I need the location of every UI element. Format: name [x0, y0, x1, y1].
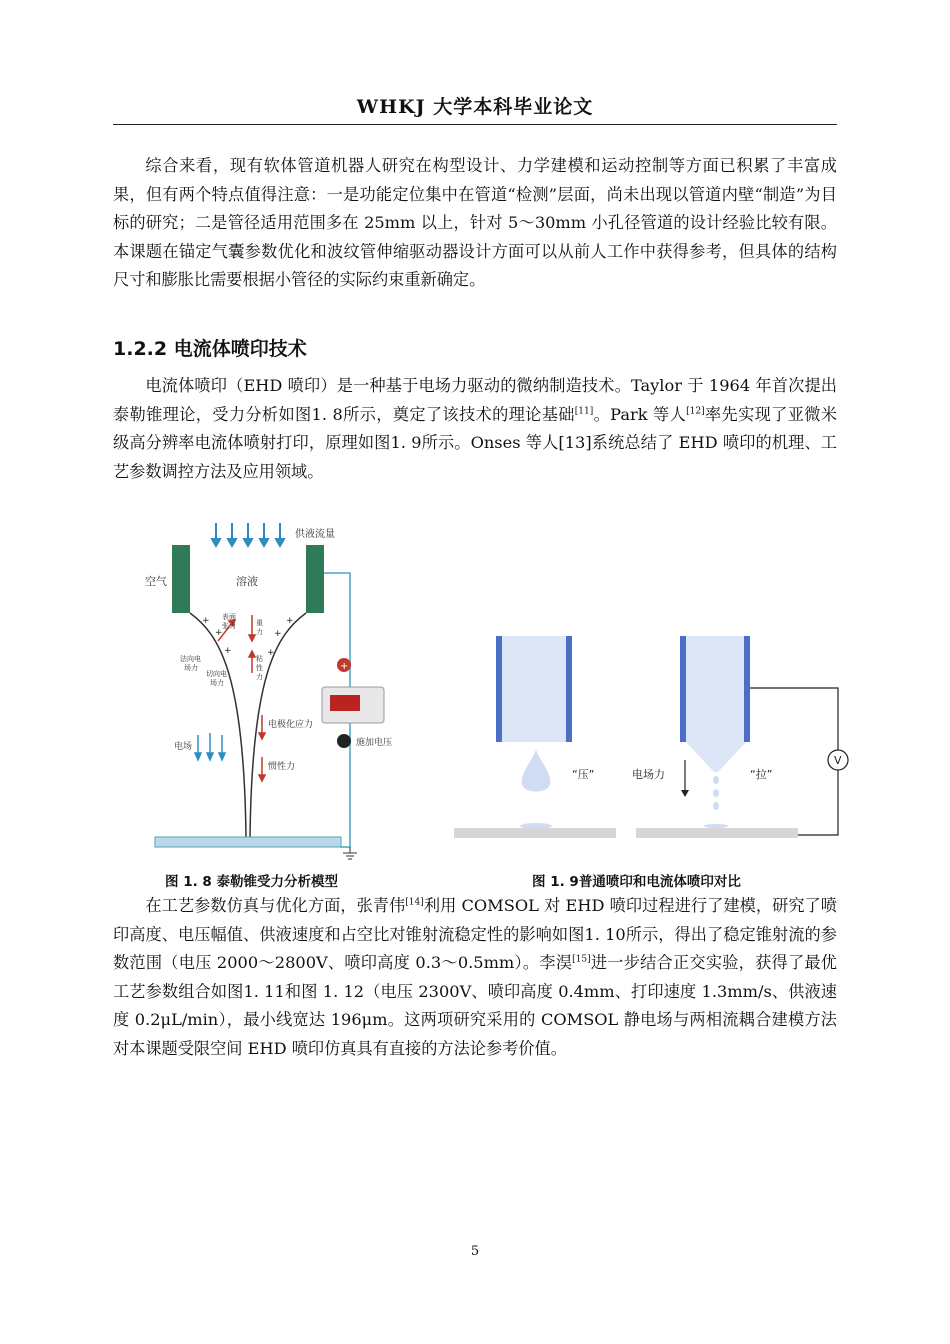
text-run: 电流体喷印（EHD 喷印）是一种基于电场力驱动的微纳制造技术。Taylor 于 1964 年首次提出泰勒锥理论，受力分析如图1. 8所示，奠定了该技术的理论基础 — [113, 376, 837, 424]
efield-arrowhead — [681, 790, 689, 797]
droplets-ehd — [713, 776, 719, 810]
voltmeter-label: V — [834, 754, 842, 767]
efield-arrows — [195, 733, 225, 760]
circuit-wire-2 — [798, 770, 838, 835]
page-number: 5 — [470, 1244, 480, 1259]
label-tangent-field: 切向电 — [206, 670, 227, 678]
wall-right-2 — [744, 636, 750, 742]
charges — [202, 616, 294, 658]
label-viscous: 粘 — [256, 655, 263, 663]
label-air: 空气 — [145, 575, 167, 588]
figure-taylor-cone — [140, 515, 420, 865]
drop-conventional — [522, 750, 551, 792]
text-run: 率先实现了亚微米级高分辨率电流体喷射打印，原理如图1. 9所示。Onses 等人[13]系统总结了 EHD 喷印的机理、工艺参数调控方法及应用领域。 — [113, 404, 838, 481]
text-run: 。Park 等人 — [593, 404, 687, 424]
label-polarization: 电极化应力 — [268, 720, 314, 730]
plus-sign: + — [340, 661, 349, 672]
citation: [11] — [574, 406, 594, 417]
nozzle-left — [172, 545, 190, 613]
fluid-right — [686, 636, 746, 772]
label-supply: 供液流量 — [295, 529, 335, 540]
label-gravity-2: 力 — [256, 628, 263, 636]
section-title: 1.2.2 电流体喷印技术 — [113, 338, 307, 360]
label-normal-field: 法向电 — [180, 655, 201, 663]
label-gravity: 重 — [256, 619, 263, 627]
header-title: WHKJ 大学本科毕业论文 — [356, 96, 594, 118]
power-display — [330, 695, 360, 711]
figure8-caption: 图 1. 8 泰勒锥受力分析模型 — [165, 874, 339, 890]
wall-right-1 — [680, 636, 686, 742]
citation: [15] — [572, 954, 591, 965]
label-press: “压” — [572, 768, 595, 781]
label-pull: “拉” — [750, 768, 773, 781]
citation: [12] — [686, 406, 705, 417]
force-arrows — [218, 615, 265, 781]
label-surface-tension-2: 张力 — [222, 622, 236, 630]
label-inertia: 惯性力 — [268, 762, 296, 772]
text-run: 进一步结合正交实验，获得了最优工艺参数组合如图1. 11和图 1. 12（电压 2300V、喷印高度 0.4mm、打印速度 1.3mm/s、供液速度 0.2μL/min），最小线宽达 196μm。这两项研究采用的 COMSOL 静电场与两相流耦合建模方法对本课题受限空间 EHD 喷印仿真具有直接的方法论参考价值。 — [113, 953, 837, 1058]
text-run: 利用 COMSOL 对 EHD 喷印过程进行了建模，研究了喷印高度、电压幅值、供液速度和占空比对锥射流稳定性的影响如图1. 10所示，得出了稳定锥射流的参数范围（电压 2000～2800V、喷印高度 0.3～0.5mm）。李淏 — [113, 896, 837, 972]
ground-symbol — [343, 847, 357, 859]
fluid-left — [502, 636, 570, 742]
paragraph-summary: 综合来看，现有软体管道机器人研究在构型设计、力学建模和运动控制等方面已积累了丰富成果，但有两个特点值得注意：一是功能定位集中在管道“检测”层面，尚未出现以管道内壁“制造”为目标的研究；二是管径适用范围多在 25mm 以上，针对 5～30mm 小孔径管道的设计经验比较有限。本课题在锚定气囊参数优化和波纹管伸缩驱动器设计方面可以从前人工作中获得参考，但具体的结构尺寸和膨胀比需要根据小管径的实际约束重新确定。 — [113, 156, 837, 289]
substrate — [155, 837, 341, 847]
label-voltage: 施加电压 — [356, 738, 393, 748]
label-surface-tension: 表面 — [222, 613, 236, 621]
svg-text:+: + — [286, 616, 294, 626]
wall-left-1 — [496, 636, 502, 742]
nozzle-right — [306, 545, 324, 613]
label-viscous-2: 性 — [256, 664, 263, 672]
label-normal-field-2: 场力 — [184, 664, 198, 672]
page-header — [113, 92, 837, 125]
label-efield-force: 电场力 — [632, 768, 665, 781]
deposit-ehd — [704, 824, 728, 828]
minus-terminal — [337, 734, 351, 748]
label-solution: 溶液 — [236, 575, 258, 588]
figure-printing-comparison — [450, 630, 850, 845]
svg-text:+: + — [224, 646, 232, 656]
svg-text:+: + — [274, 629, 282, 639]
supply-arrows — [212, 523, 284, 546]
label-efield: 电场 — [174, 742, 193, 752]
cone-outline-left — [190, 613, 246, 837]
label-viscous-3: 力 — [256, 673, 263, 681]
text-run: 在工艺参数仿真与优化方面，张青伟 — [145, 896, 406, 915]
substrate-left — [454, 828, 616, 838]
citation: [14] — [405, 897, 424, 908]
circuit-wire — [750, 688, 838, 750]
wall-left-2 — [566, 636, 572, 742]
svg-text:+: + — [267, 648, 275, 658]
svg-text:+: + — [215, 628, 223, 638]
label-tangent-field-2: 场力 — [210, 679, 224, 687]
paragraph-ehd-intro — [113, 372, 837, 486]
substrate-right — [636, 828, 798, 838]
figure9-caption: 图 1. 9普通喷印和电流体喷印对比 — [532, 874, 741, 890]
paragraph-simulation — [113, 892, 837, 1063]
svg-text:+: + — [202, 616, 210, 626]
